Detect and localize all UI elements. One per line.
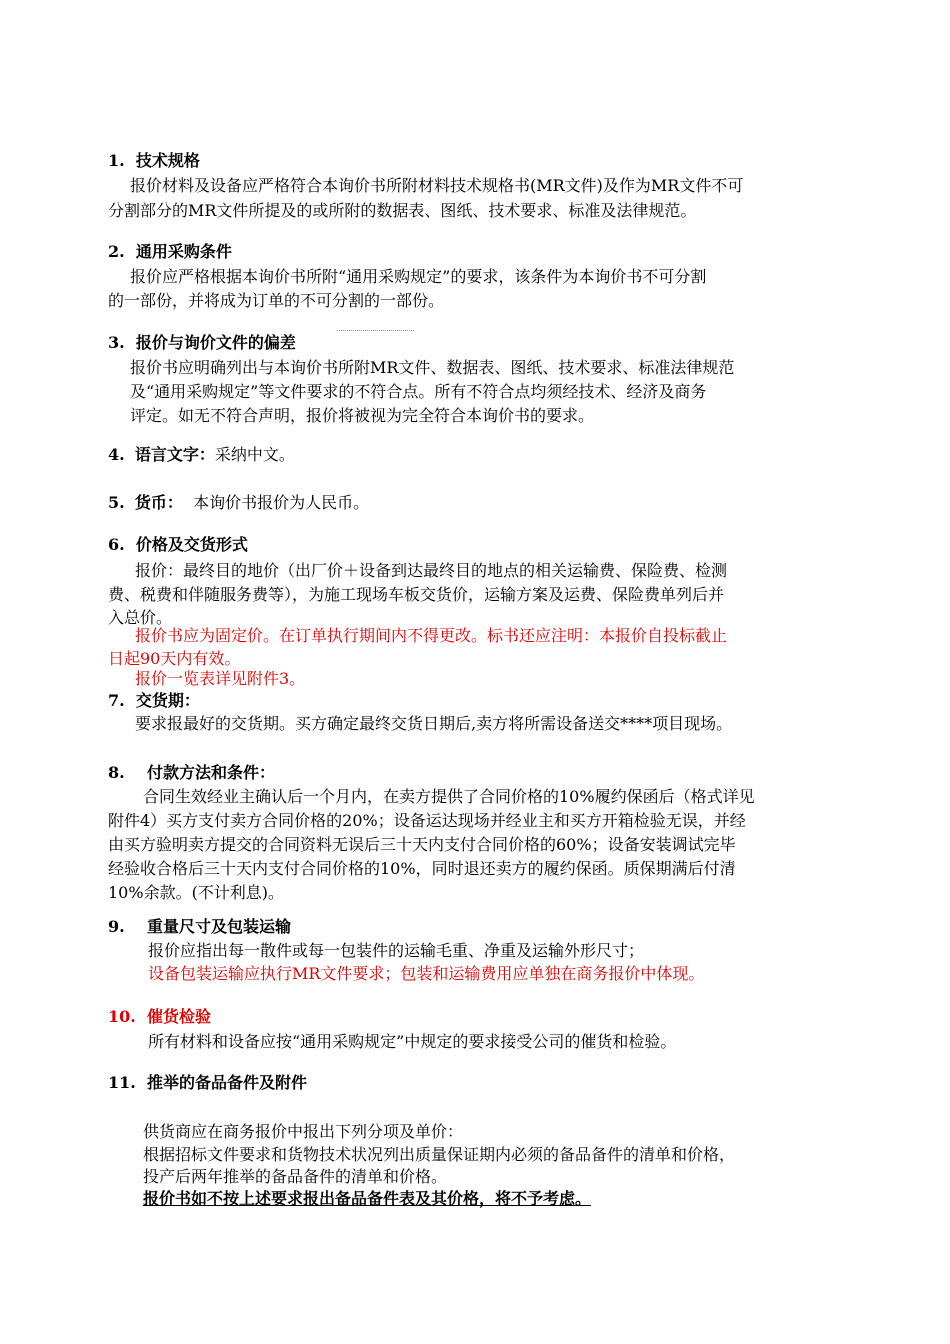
section-2-line-2: 的一部份，并将成为订单的不可分割的一部份。 bbox=[108, 291, 445, 310]
section-4-text: 采纳中文。 bbox=[214, 445, 295, 464]
section-3-line-3: 评定。如无不符合声明，报价将被视为完全符合本询价书的要求。 bbox=[130, 406, 595, 425]
section-11-line-1: 供货商应在商务报价中报出下列分项及单价： bbox=[143, 1122, 464, 1141]
section-7-heading bbox=[108, 690, 200, 712]
section-9-title: 重量尺寸及包装运输 bbox=[146, 917, 291, 936]
section-3-number: 3. bbox=[108, 333, 125, 352]
section-6-heading bbox=[108, 534, 248, 556]
section-9-red-line-1: 设备包装运输应执行MR文件要求；包装和运输费用应单独在商务报价中体现。 bbox=[148, 964, 705, 983]
section-5-number: 5. bbox=[108, 493, 125, 512]
section-2-title: 通用采购条件 bbox=[135, 242, 232, 261]
section-7-line-1: 要求报最好的交货期。买方确定最终交货日期后,卖方将所需设备送交****项目现场。 bbox=[135, 714, 733, 733]
section-6-red-line-2: 日起90天内有效。 bbox=[108, 649, 241, 668]
section-10-line-1: 所有材料和设备应按“通用采购规定”中规定的要求接受公司的催货和检验。 bbox=[148, 1032, 677, 1051]
section-11-number: 11. bbox=[108, 1073, 136, 1092]
section-6-red-line-1: 报价书应为固定价。在订单执行期间内不得更改。标书还应注明：本报价自投标截止 bbox=[135, 626, 728, 645]
section-11-heading bbox=[108, 1072, 307, 1094]
section-1-heading bbox=[108, 150, 200, 172]
section-9-number: 9. bbox=[108, 917, 125, 936]
section-11-title: 推举的备品备件及附件 bbox=[146, 1073, 307, 1092]
section-7-number: 7. bbox=[108, 691, 125, 710]
dotted-separator bbox=[337, 330, 414, 331]
section-1-line-1: 报价材料及设备应严格符合本询价书所附材料技术规格书(MR文件)及作为MR文件不可 bbox=[130, 176, 744, 195]
section-8-line-5: 10%余款。(不计利息)。 bbox=[108, 883, 285, 902]
section-6-red-line-3: 报价一览表详见附件3。 bbox=[135, 669, 306, 688]
section-10-title: 催货检验 bbox=[146, 1007, 211, 1026]
section-6-line-3: 入总价。 bbox=[108, 608, 173, 627]
section-4-title: 语言文字： bbox=[134, 445, 215, 464]
section-8-title: 付款方法和条件： bbox=[146, 763, 275, 782]
section-2-number: 2. bbox=[108, 242, 125, 261]
section-8-line-1: 合同生效经业主确认后一个月内，在卖方提供了合同价格的10%履约保函后（格式详见 bbox=[143, 787, 755, 806]
section-6-title: 价格及交货形式 bbox=[135, 535, 248, 554]
section-6-line-2: 费、税费和伴随服务费等），为施工现场车板交货价，运输方案及运费、保险费单列后并 bbox=[108, 585, 725, 604]
section-6-number: 6. bbox=[108, 535, 125, 554]
section-9-line-1: 报价应指出每一散件或每一包装件的运输毛重、净重及运输外形尺寸； bbox=[148, 941, 645, 960]
section-9-heading bbox=[108, 916, 291, 938]
section-5-title: 货币： bbox=[134, 493, 183, 512]
section-11-line-3: 投产后两年推举的备品备件的清单和价格。 bbox=[143, 1167, 448, 1186]
section-1-title: 技术规格 bbox=[135, 151, 200, 170]
section-2-line-1: 报价应严格根据本询价书所附“通用采购规定”的要求，该条件为本询价书不可分割 bbox=[130, 267, 707, 286]
section-6-line-1: 报价：最终目的地价（出厂价＋设备到达最终目的地点的相关运输费、保险费、检测 bbox=[135, 561, 728, 580]
section-4-number: 4. bbox=[108, 445, 125, 464]
section-10-heading bbox=[108, 1006, 211, 1028]
section-3-title: 报价与询价文件的偏差 bbox=[135, 333, 296, 352]
section-1-number: 1. bbox=[108, 151, 125, 170]
section-11-line-2: 根据招标文件要求和货物技术状况列出质量保证期内必须的备品备件的清单和价格， bbox=[143, 1145, 736, 1164]
section-11-emphasis: 报价书如不按上述要求报出备品备件表及其价格，将不予考虑。 bbox=[143, 1189, 592, 1208]
section-10-number: 10. bbox=[108, 1007, 136, 1026]
section-3-heading bbox=[108, 332, 296, 354]
section-8-line-4: 经验收合格后三十天内支付合同价格的10%，同时退还卖方的履约保函。质保期满后付清 bbox=[108, 859, 736, 878]
section-3-line-1: 报价书应明确列出与本询价书所附MR文件、数据表、图纸、技术要求、标准法律规范 bbox=[130, 358, 735, 377]
section-2-heading bbox=[108, 241, 232, 263]
section-4-line bbox=[108, 444, 295, 466]
section-1-line-2: 分割部分的MR文件所提及的或所附的数据表、图纸、技术要求、标准及法律规范。 bbox=[108, 201, 697, 220]
section-3-line-2: 及“通用采购规定”等文件要求的不符合点。所有不符合点均须经技术、经济及商务 bbox=[130, 382, 707, 401]
section-5-line bbox=[108, 492, 369, 514]
section-8-number: 8. bbox=[108, 763, 125, 782]
section-7-title: 交货期： bbox=[135, 691, 200, 710]
section-8-line-3: 由买方验明卖方提交的合同资料无误后三十天内支付合同价格的60%；设备安装调试完毕 bbox=[108, 835, 736, 854]
section-8-line-2: 附件4）买方支付卖方合同价格的20%；设备运达现场并经业主和买方开箱检验无误，并经 bbox=[108, 811, 746, 830]
section-8-heading bbox=[108, 762, 275, 784]
section-5-text: 本询价书报价为人民币。 bbox=[193, 493, 370, 512]
